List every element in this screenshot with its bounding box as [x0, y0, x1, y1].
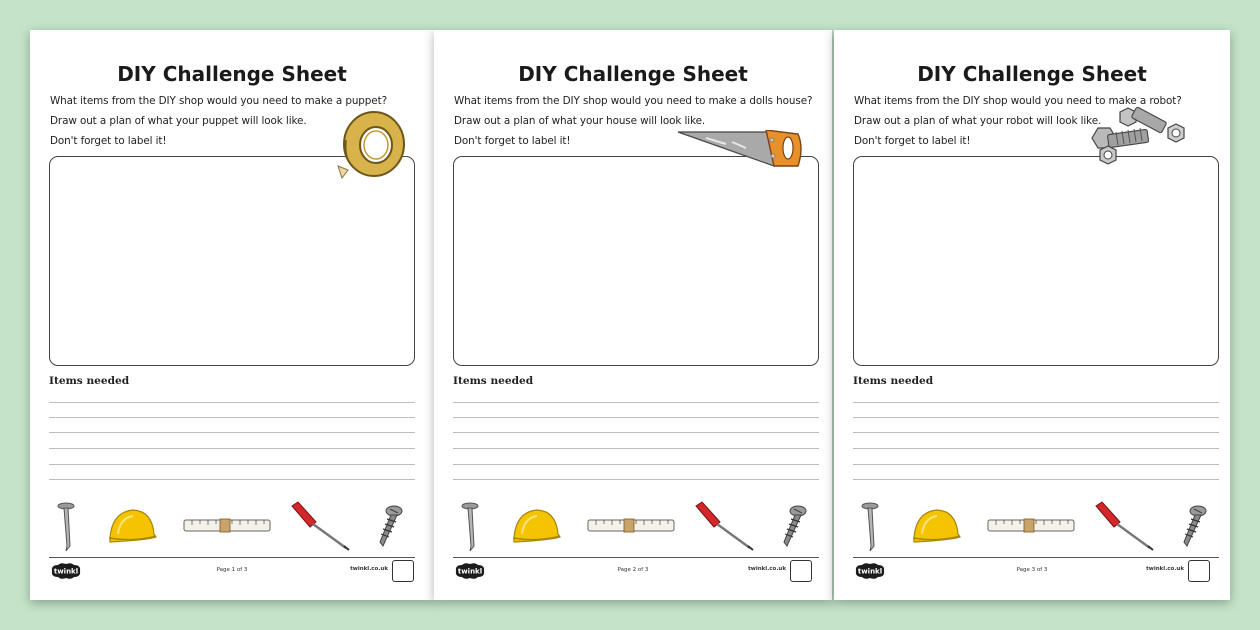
writing-line[interactable]: [453, 417, 819, 418]
writing-line[interactable]: [49, 479, 415, 480]
hard-hat-icon: [510, 504, 562, 546]
instruction-text: Draw out a plan of what your house will look like.: [454, 115, 706, 127]
writing-line[interactable]: [49, 464, 415, 465]
quality-badge-icon: [392, 560, 414, 582]
writing-line[interactable]: [453, 479, 819, 480]
page-number: Page 3 of 3: [1016, 567, 1048, 573]
instruction-text: Draw out a plan of what your puppet will look like.: [50, 115, 307, 127]
writing-line[interactable]: [49, 402, 415, 403]
page-number: Page 2 of 3: [617, 567, 649, 573]
sheet-title: DIY Challenge Sheet: [917, 62, 1147, 86]
instruction-text: Draw out a plan of what your robot will look like.: [854, 115, 1102, 127]
drawing-box[interactable]: [49, 156, 415, 366]
nail-icon: [460, 502, 480, 552]
drawing-box[interactable]: [853, 156, 1219, 366]
writing-line[interactable]: [853, 432, 1219, 433]
quality-badge-icon: [790, 560, 812, 582]
footer-rule: [49, 557, 415, 558]
page-number: Page 1 of 3: [216, 567, 248, 573]
website-text[interactable]: twinkl.co.uk: [1146, 566, 1184, 572]
screw-icon: [370, 504, 404, 550]
items-needed-label: Items needed: [453, 375, 534, 387]
nail-icon: [56, 502, 76, 552]
website-text[interactable]: twinkl.co.uk: [350, 566, 388, 572]
drawing-box[interactable]: [453, 156, 819, 366]
hand-saw-image: [676, 130, 806, 174]
writing-line[interactable]: [453, 402, 819, 403]
worksheet-page-1: [30, 30, 434, 600]
tape-measure-icon: [986, 514, 1078, 538]
footer-rule: [453, 557, 819, 558]
tape-roll-image: [332, 110, 408, 184]
writing-line[interactable]: [853, 402, 1219, 403]
question-text: What items from the DIY shop would you need to make a robot?: [854, 95, 1182, 107]
screw-icon: [774, 504, 808, 550]
website-text[interactable]: twinkl.co.uk: [748, 566, 786, 572]
writing-line[interactable]: [853, 448, 1219, 449]
svg-text:twinkl: twinkl: [857, 567, 883, 576]
question-text: What items from the DIY shop would you need to make a puppet?: [50, 95, 387, 107]
writing-line[interactable]: [49, 432, 415, 433]
hard-hat-icon: [106, 504, 158, 546]
writing-line[interactable]: [453, 432, 819, 433]
quality-badge-icon: [1188, 560, 1210, 582]
tape-measure-icon: [586, 514, 678, 538]
question-text: What items from the DIY shop would you need to make a dolls house?: [454, 95, 813, 107]
writing-line[interactable]: [49, 417, 415, 418]
writing-line[interactable]: [49, 448, 415, 449]
sheet-title: DIY Challenge Sheet: [518, 62, 748, 86]
reminder-text: Don't forget to label it!: [454, 135, 571, 147]
svg-text:twinkl: twinkl: [457, 567, 483, 576]
footer-rule: [853, 557, 1219, 558]
reminder-text: Don't forget to label it!: [854, 135, 971, 147]
writing-line[interactable]: [853, 417, 1219, 418]
writing-line[interactable]: [853, 479, 1219, 480]
worksheet-page-2: [434, 30, 832, 600]
nail-icon: [860, 502, 880, 552]
reminder-text: Don't forget to label it!: [50, 135, 167, 147]
writing-line[interactable]: [453, 464, 819, 465]
svg-text:twinkl: twinkl: [53, 567, 79, 576]
screwdriver-icon: [288, 500, 352, 552]
tape-measure-icon: [182, 514, 274, 538]
nuts-and-bolts-image: [1084, 106, 1194, 174]
screwdriver-icon: [692, 500, 756, 552]
sheet-title: DIY Challenge Sheet: [117, 62, 347, 86]
writing-line[interactable]: [853, 464, 1219, 465]
hard-hat-icon: [910, 504, 962, 546]
writing-line[interactable]: [453, 448, 819, 449]
screw-icon: [1174, 504, 1208, 550]
items-needed-label: Items needed: [49, 375, 130, 387]
screwdriver-icon: [1092, 500, 1156, 552]
items-needed-label: Items needed: [853, 375, 934, 387]
worksheet-page-3: [834, 30, 1230, 600]
